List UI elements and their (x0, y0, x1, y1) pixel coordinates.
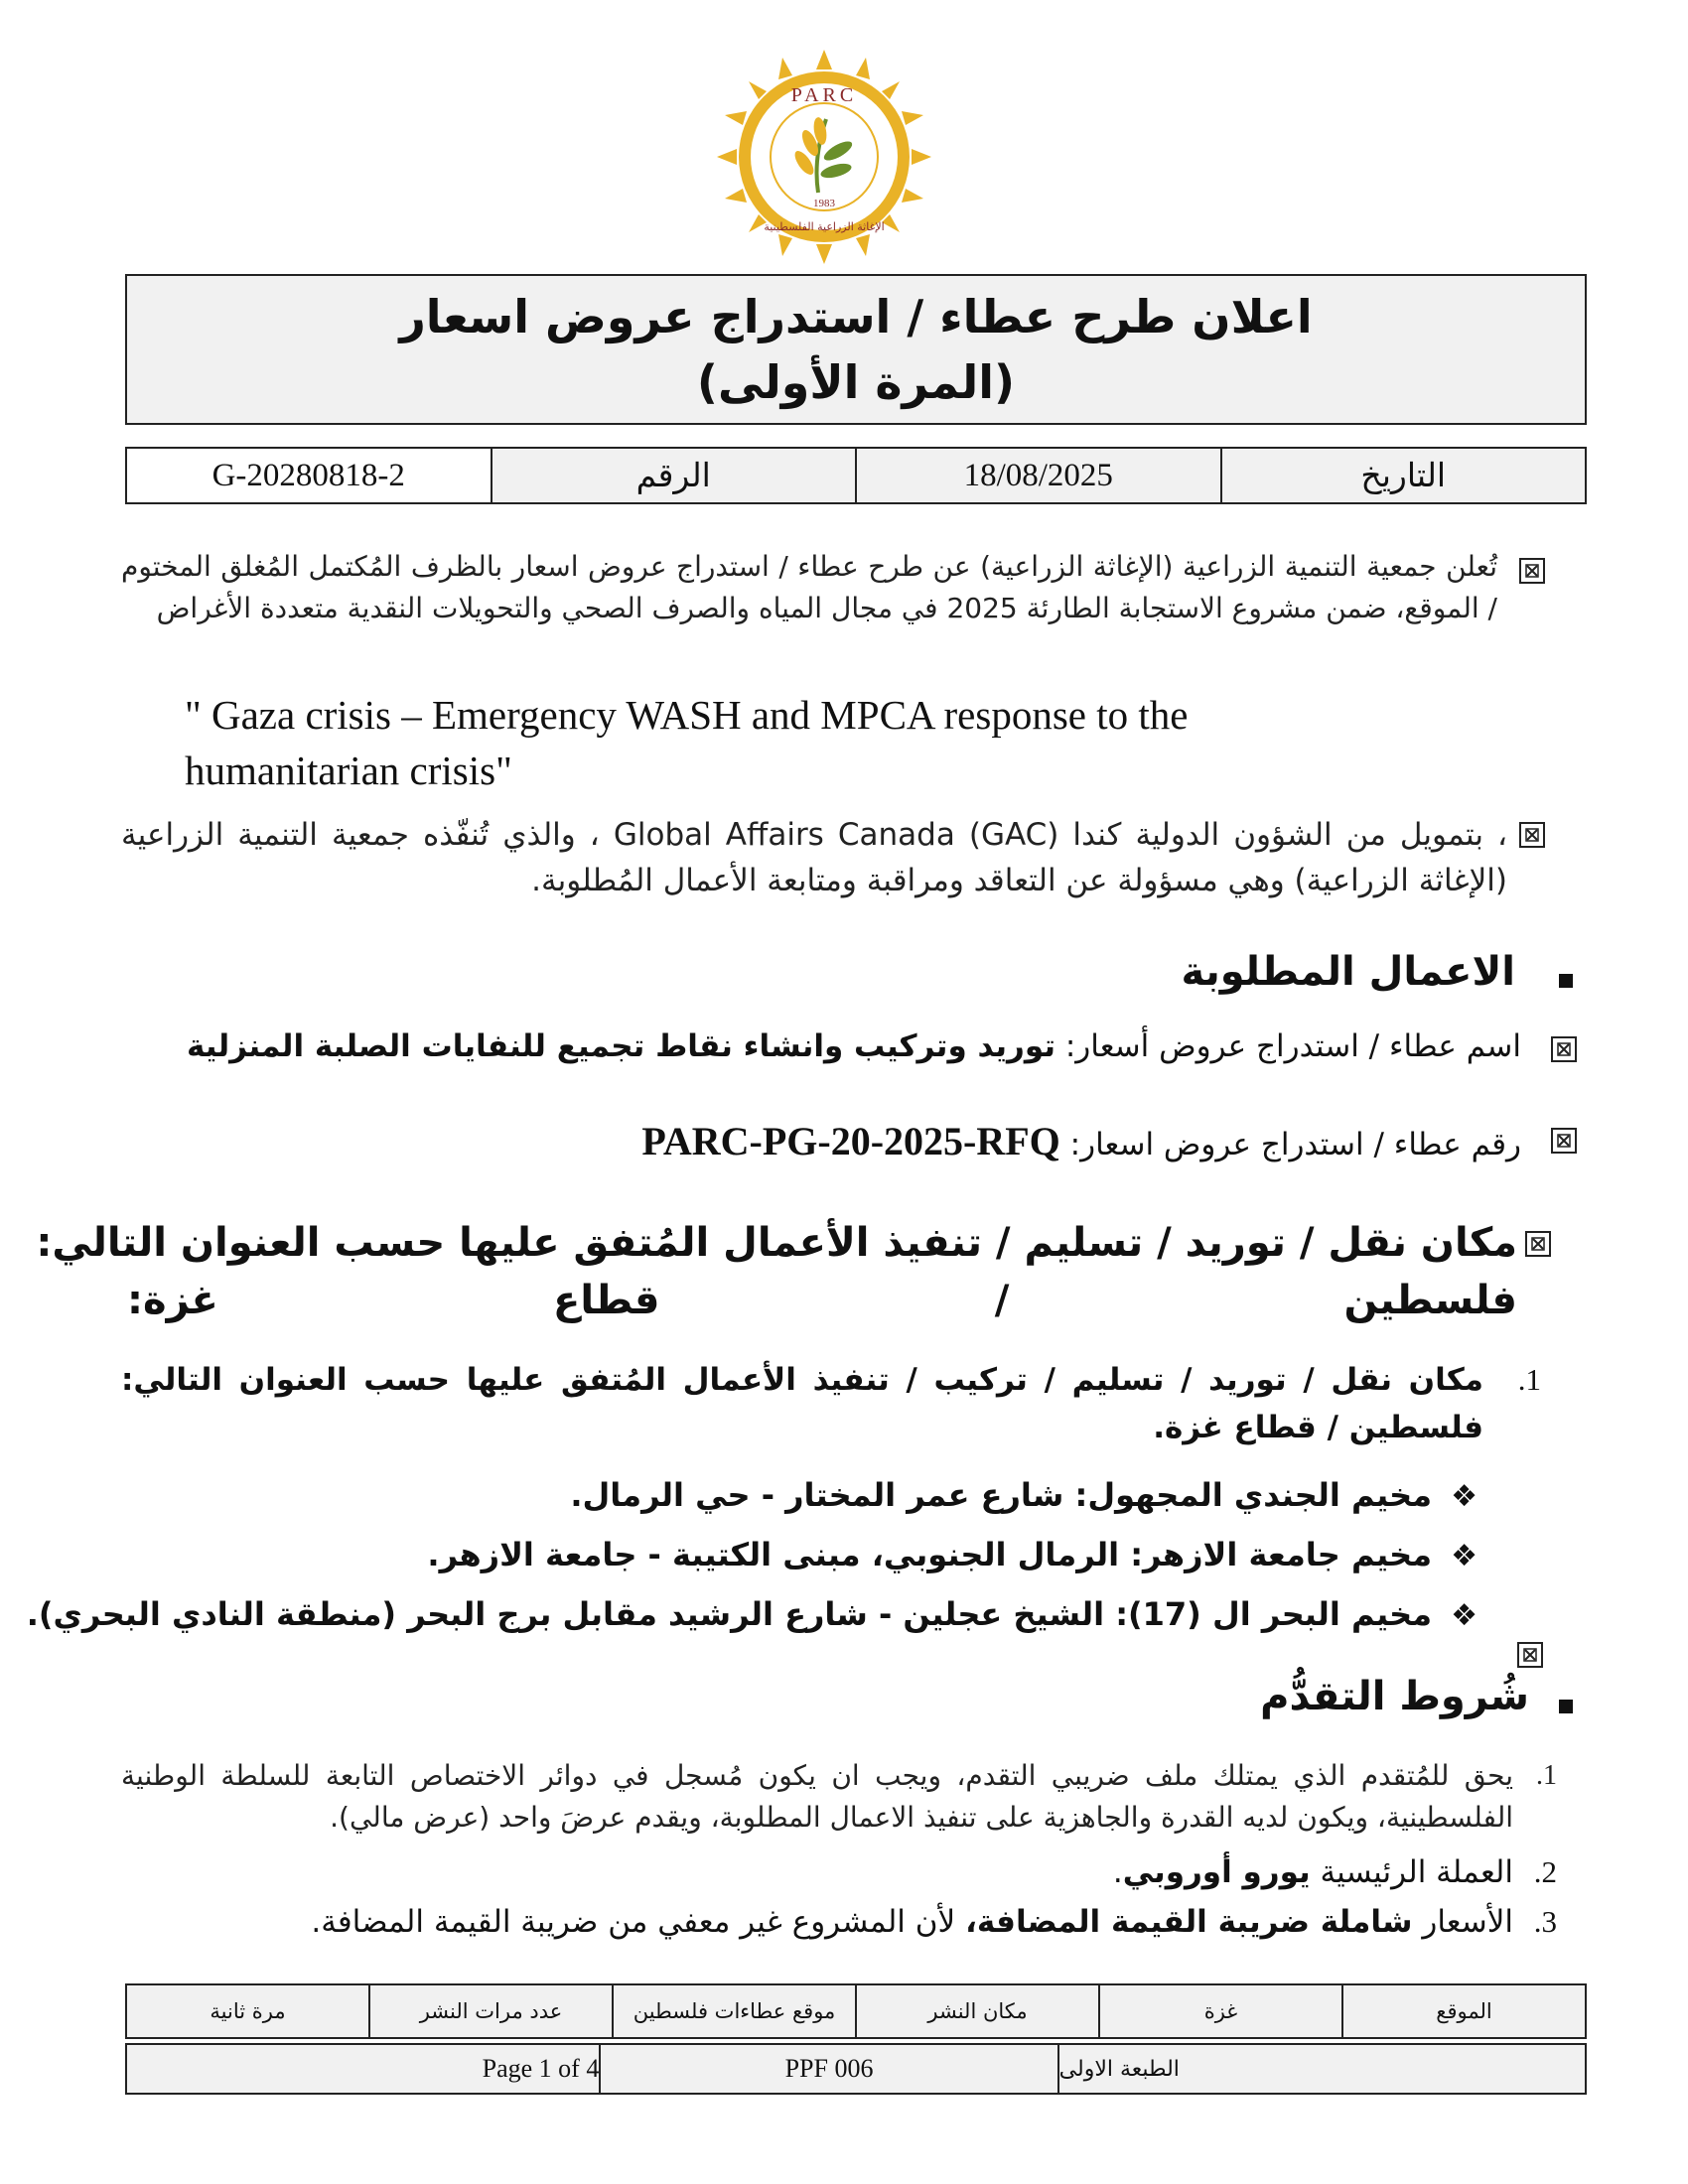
checkbox-icon (1551, 1036, 1577, 1062)
page-number-cell: Page 1 of 4 (127, 2045, 599, 2093)
conditions-heading: شُروط التقدُّم (1260, 1674, 1529, 1719)
svg-text:1983: 1983 (813, 198, 835, 209)
footer-cell: غزة (1098, 1985, 1341, 2037)
intro-paragraph-2: ، بتمويل من الشؤون الدولية كندا Global Affairs Canada (GAC) ، والذي تُنفّذه جمعية التنمية الزراعية (الإغاثة الزراعية) وهي مسؤولة عن التعاقد ومراقبة ومتابعة الأعمال المُطلوبة. (121, 817, 1507, 898)
diamond-bullet-icon: ❖ (1451, 1539, 1477, 1573)
footer-cell: عدد مرات النشر (368, 1985, 612, 2037)
svg-text:الإغاثة الزراعية الفلسطينية: الإغاثة الزراعية الفلسطينية (764, 220, 885, 233)
bullet-icon (1559, 1700, 1573, 1713)
checkbox-icon (1517, 1642, 1543, 1668)
checkbox-icon (1525, 1231, 1551, 1257)
intro-paragraph-1: تُعلن جمعية التنمية الزراعية (الإغاثة الزراعية) عن طرح عطاء / استدراج عروض اسعار بالظرف المُكتمل المُغلق المختوم / الموقع، ضمن مشروع الاستجابة الطارئة 2025 في مجال المياه والصرف الصحي والتحويلات النقدية متعددة الأغراض (121, 550, 1497, 624)
site-item (26, 1592, 1477, 1636)
footer-cell: مرة ثانية (127, 1985, 368, 2037)
works-heading: الاعمال المطلوبة (1181, 949, 1515, 995)
place-line-1: مكان نقل / توريد / تسليم / تنفيذ الأعمال المُتفق عليها حسب العنوان التالي: (36, 1220, 1517, 1266)
item-number: 1. (1536, 1760, 1557, 1791)
number-value: G-20280818-2 (127, 449, 491, 502)
place-item-1 (121, 1356, 1541, 1451)
site-item (570, 1473, 1477, 1517)
tender-name-line (187, 1028, 1521, 1064)
item-number: 3. (1533, 1904, 1557, 1939)
tender-number-value: PARC-PG-20-2025-RFQ (641, 1119, 1060, 1163)
parc-logo (715, 48, 933, 266)
footer-publication-table (125, 1983, 1587, 2039)
condition-text: الأسعار (1412, 1904, 1513, 1940)
place-item-1-text: مكان نقل / توريد / تسليم / تركيب / تنفيذ الأعمال المُتفق عليها حسب العنوان التالي: فلسطين / قطاع غزة. (121, 1362, 1483, 1445)
date-label: التاريخ (1220, 449, 1586, 502)
bullet-icon (1559, 974, 1573, 988)
form-code-cell: PPF 006 (599, 2045, 1056, 2093)
tender-name-label: اسم عطاء / استدراج عروض أسعار: (1064, 1028, 1521, 1064)
tender-number-line (641, 1118, 1521, 1164)
site-text: مخيم جامعة الازهر: الرمال الجنوبي، مبنى الكتيبة - جامعة الازهر. (427, 1536, 1432, 1573)
footer-cell: مكان النشر (855, 1985, 1098, 2037)
footer-cell: موقع عطاءات فلسطين (612, 1985, 855, 2037)
condition-text-end: . (1112, 1854, 1123, 1890)
checkbox-icon (1551, 1128, 1577, 1154)
condition-text: يحق للمُتقدم الذي يمتلك ملف ضريبي التقدم، ويجب ان يكون مُسجل في دوائر الاختصاص التابعة للسلطة الوطنية الفلسطينية، ويكون لديه القدرة والجاهزية على تنفيذ الاعمال المطلوبة، ويقدم عرضَ واحد (عرض مالي). (121, 1759, 1513, 1834)
diamond-bullet-icon: ❖ (1451, 1479, 1477, 1514)
condition-item-3 (311, 1898, 1557, 1946)
number-label: الرقم (491, 449, 856, 502)
item-number: 1. (1517, 1362, 1541, 1397)
project-title-en: " Gaza crisis – Emergency WASH and MPCA response to the humanitarian crisis" (185, 692, 1189, 793)
site-text: مخيم البحر ال (17): الشيخ عجلين - شارع الرشيد مقابل برج البحر (منطقة النادي البحري). (26, 1595, 1432, 1633)
checkbox-icon (1519, 822, 1545, 848)
condition-text-bold: شاملة ضريبة القيمة المضافة، (965, 1904, 1413, 1940)
info-table (125, 447, 1587, 504)
footer-document-table (125, 2043, 1587, 2095)
site-text: مخيم الجندي المجهول: شارع عمر المختار - حي الرمال. (570, 1476, 1432, 1514)
condition-item-1 (121, 1755, 1557, 1839)
date-value: 18/08/2025 (855, 449, 1220, 502)
condition-text-end: لأن المشروع غير معفي من ضريبة القيمة المضافة. (311, 1904, 966, 1940)
tender-number-label: رقم عطاء / استدراج عروض اسعار: (1069, 1127, 1521, 1162)
condition-item-2 (1112, 1848, 1557, 1896)
title-line2: (المرة الأولى) (696, 355, 1016, 409)
item-number: 2. (1533, 1854, 1557, 1889)
site-item (427, 1533, 1477, 1576)
condition-text-bold: يورو أوروبي (1122, 1854, 1311, 1890)
announcement-title-box (125, 274, 1587, 425)
footer-cell: الموقع (1341, 1985, 1585, 2037)
checkbox-icon (1519, 558, 1545, 584)
condition-text: العملة الرئيسية (1310, 1854, 1513, 1890)
place-line-2: فلسطين / قطاع غزة: (127, 1278, 1517, 1323)
tender-name-value: توريد وتركيب وانشاء نقاط تجميع للنفايات الصلبة المنزلية (186, 1028, 1055, 1064)
edition-cell: الطبعة الاولى (1057, 2045, 1585, 2093)
diamond-bullet-icon: ❖ (1451, 1598, 1477, 1633)
title-line1: اعلان طرح عطاء / استدراج عروض اسعار (399, 290, 1313, 343)
svg-text:PARC: PARC (790, 84, 858, 106)
